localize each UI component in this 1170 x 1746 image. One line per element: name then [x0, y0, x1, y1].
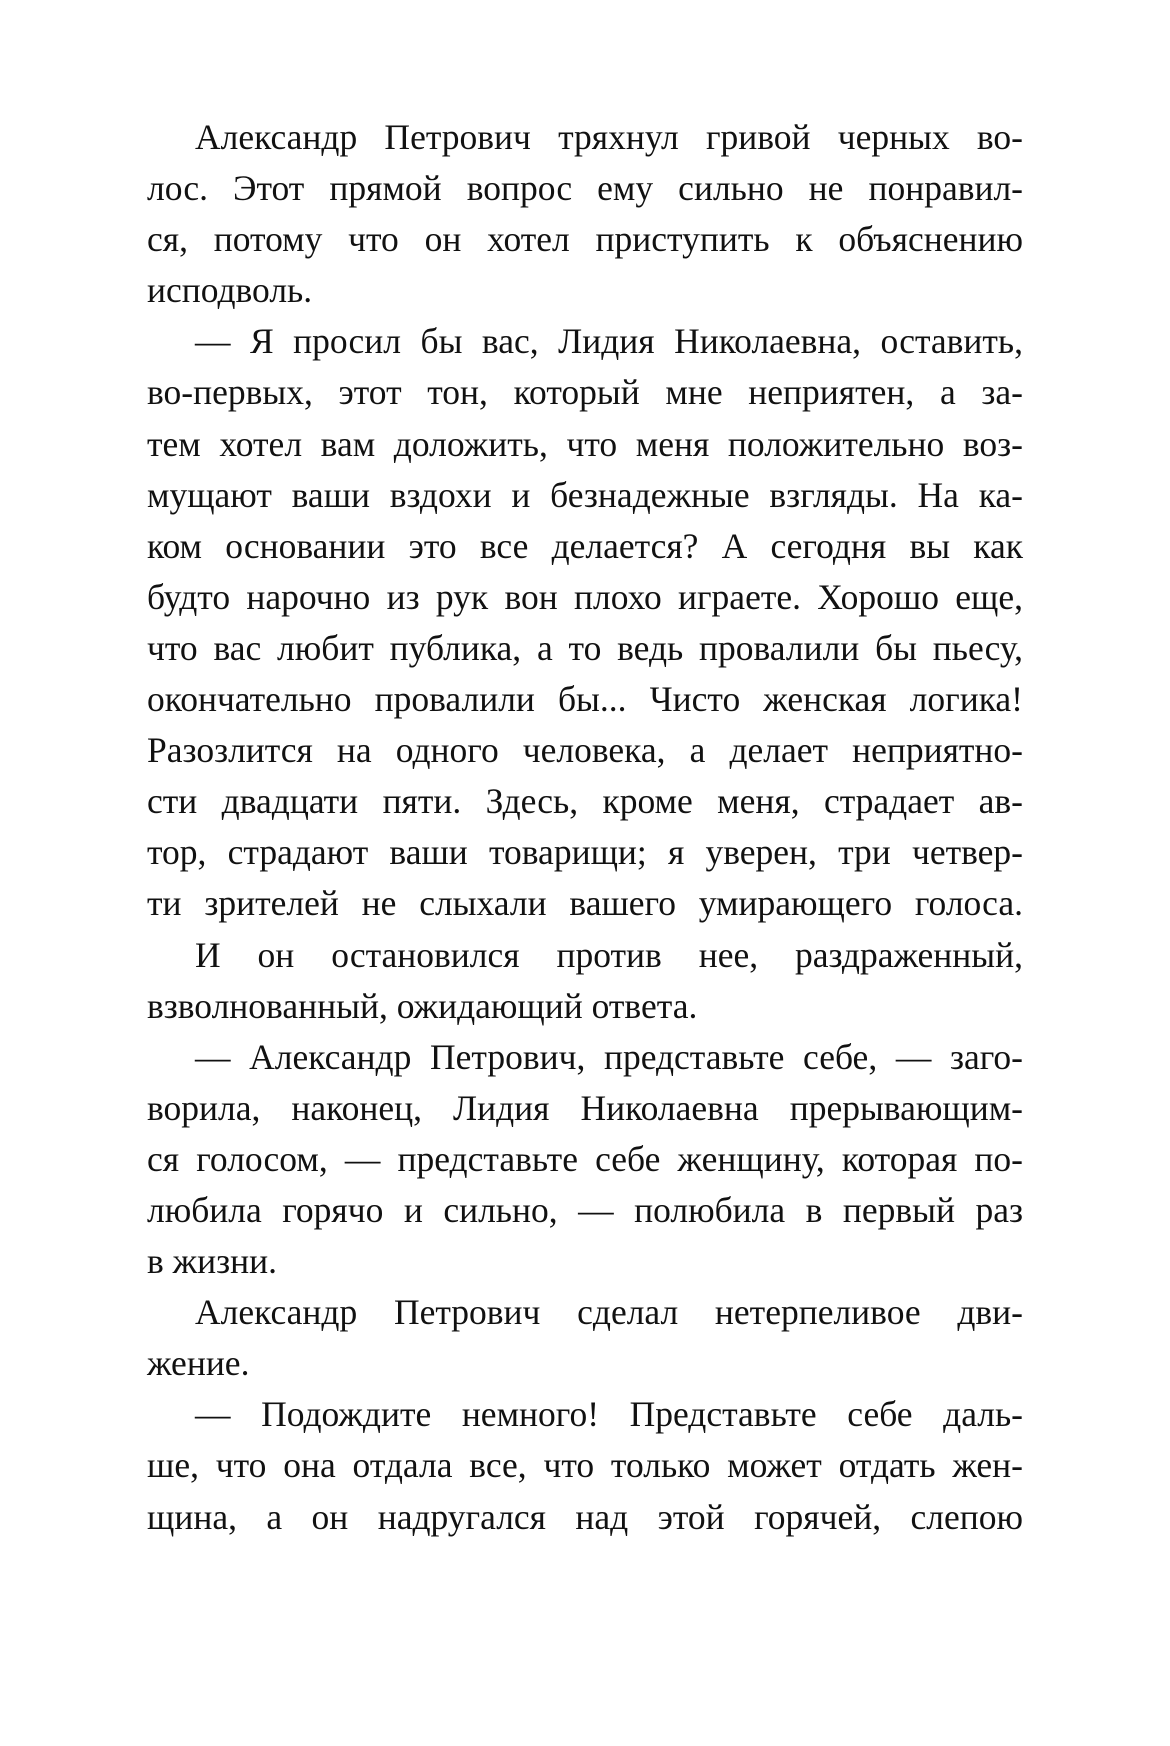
text-line: Александр Петрович сделал нетерпеливое дви- — [195, 1292, 1023, 1333]
text-line: исподволь. — [147, 270, 313, 311]
text-line: ком основании это все делается? А сегодня вы как — [147, 525, 1023, 566]
text-line: Разозлится на одного человека, а делает неприятно- — [147, 730, 1023, 771]
text-line: — Александр Петрович, представьте себе, — заго- — [195, 1036, 1023, 1077]
text-line: ся голосом, — представьте себе женщину, которая по- — [147, 1138, 1023, 1179]
text-line: жение. — [147, 1343, 250, 1384]
text-line: что вас любит публика, а то ведь провалили бы пьесу, — [147, 627, 1023, 668]
text-line: будто нарочно из рук вон плохо играете. Хорошо еще, — [147, 576, 1023, 617]
paragraph-6 — [147, 1389, 1023, 1542]
paragraph-2 — [147, 316, 1023, 929]
paragraph-3 — [147, 930, 1023, 1032]
text-line: Александр Петрович тряхнул гривой черных во- — [195, 117, 1023, 157]
text-line: окончательно провалили бы... Чисто женская логика! — [147, 679, 1023, 720]
text-line: любила горячо и сильно, — полюбила в первый раз — [147, 1189, 1023, 1230]
text-line: — Подождите немного! Представьте себе даль- — [195, 1394, 1023, 1435]
text-line: ся, потому что он хотел приступить к объяснению — [147, 219, 1023, 260]
book-page — [147, 112, 1023, 1543]
paragraph-4 — [147, 1032, 1023, 1287]
text-line: — Я просил бы вас, Лидия Николаевна, оставить, — [195, 321, 1023, 362]
text-line: И он остановился против нее, раздраженный, — [195, 934, 1023, 975]
text-line: тор, страдают ваши товарищи; я уверен, три четвер- — [147, 832, 1023, 873]
paragraph-5 — [147, 1287, 1023, 1389]
text-line: ше, что она отдала все, что только может отдать жен- — [147, 1445, 1023, 1486]
text-line: сти двадцати пяти. Здесь, кроме меня, страдает ав- — [147, 781, 1023, 822]
text-line: тем хотел вам доложить, что меня положительно воз- — [147, 423, 1023, 464]
text-line: лос. Этот прямой вопрос ему сильно не понравил- — [147, 168, 1023, 209]
text-line: во-первых, этот тон, который мне неприятен, а за- — [147, 372, 1023, 413]
paragraph-1 — [147, 112, 1023, 316]
text-line: взволнованный, ожидающий ответа. — [147, 985, 698, 1026]
text-line: в жизни. — [147, 1241, 278, 1282]
text-line: ти зрителей не слыхали вашего умирающего голоса. — [147, 883, 1023, 924]
text-line: мущают ваши вздохи и безнадежные взгляды. На ка- — [147, 474, 1023, 515]
text-line: щина, а он надругался над этой горячей, слепою — [147, 1496, 1023, 1537]
text-line: ворила, наконец, Лидия Николаевна прерывающим- — [147, 1087, 1023, 1128]
